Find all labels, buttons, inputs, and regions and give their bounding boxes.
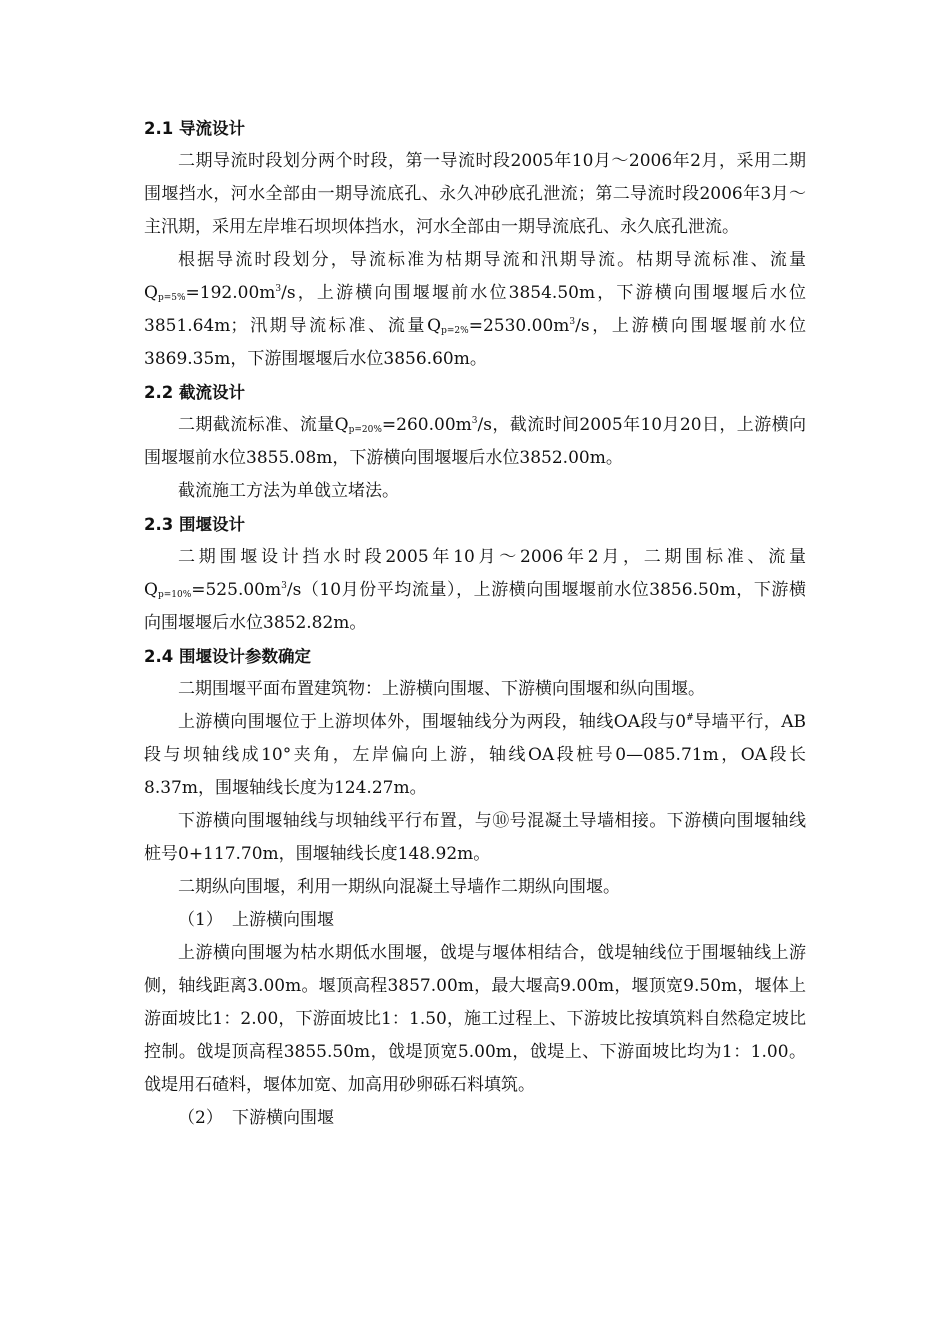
paragraph: 根据导流时段划分，导流标准为枯期导流和汛期导流。枯期导流标准、流量$Q_{p=5\%}=192.00m^3/s$，上游横向围堰堰前水位3854.50m，下游横向围堰堰后水位3851.64m；汛期导流标准、流量$Q_{p=2\%}=2530.00m^3/s$，上游横向围堰堰前水位3869.35m，下游围堰堰后水位3856.60m。	[144, 250, 807, 369]
paragraph: 上游横向围堰为枯水期低水围堰，戗堤与堰体相结合，戗堤轴线位于围堰轴线上游侧，轴线距离3.00m。堰顶高程3857.00m，最大堰高9.00m，堰顶宽9.50m，堰体上游面坡比1：2.00，下游面坡比1：1.50，施工过程上、下游坡比按填筑料自然稳定坡比控制。戗堤顶高程3855.50m，戗堤顶宽5.00m，戗堤上、下游面坡比均为1：1.00。戗堤用石碴料，堰体加宽、加高用砂卵砾石料填筑。	[144, 943, 806, 1095]
document-page	[144, 112, 806, 1135]
section-heading-2-4: 2.4 围堰设计参数确定	[144, 647, 311, 666]
section-heading-2-2: 2.2 截流设计	[144, 383, 245, 402]
list-item: （1） 上游横向围堰	[178, 910, 334, 930]
paragraph: 截流施工方法为单戗立堵法。	[178, 481, 399, 501]
paragraph: 二期围堰平面布置建筑物：上游横向围堰、下游横向围堰和纵向围堰。	[178, 679, 705, 699]
paragraph: 下游横向围堰轴线与坝轴线平行布置，与⑩号混凝土导墙相接。下游横向围堰轴线桩号0+117.70m，围堰轴线长度148.92m。	[144, 811, 806, 864]
section-heading-2-3: 2.3 围堰设计	[144, 515, 245, 534]
paragraph: 二期纵向围堰，利用一期纵向混凝土导墙作二期纵向围堰。	[178, 877, 620, 897]
paragraph: 二期截流标准、流量$Q_{p=20\%}=260.00m^3/s$，截流时间2005年10月20日，上游横向围堰堰前水位3855.08m，下游横向围堰堰后水位3852.00m。	[144, 415, 807, 468]
section-heading-2-1: 2.1 导流设计	[144, 119, 245, 138]
paragraph: 二期导流时段划分两个时段，第一导流时段2005年10月～2006年2月，采用二期围堰挡水，河水全部由一期导流底孔、永久冲砂底孔泄流；第二导流时段2006年3月～主汛期，采用左岸堆石坝坝体挡水，河水全部由一期导流底孔、永久底孔泄流。	[144, 151, 806, 237]
paragraph: 二期围堰设计挡水时段2005年10月～2006年2月，二期围标准、流量$Q_{p=10\%}=525.00m^3/s(10$月份平均流量），上游横向围堰堰前水位3856.50m，下游横向围堰堰后水位3852.82m。	[144, 547, 806, 633]
list-item: （2） 下游横向围堰	[178, 1108, 334, 1128]
paragraph: 上游横向围堰位于上游坝体外，围堰轴线分为两段，轴线OA段与0#导墙平行，AB段与坝轴线成10°夹角，左岸偏向上游，轴线OA段桩号0—085.71m，OA段长8.37m，围堰轴线长度为124.27m。	[144, 712, 806, 798]
